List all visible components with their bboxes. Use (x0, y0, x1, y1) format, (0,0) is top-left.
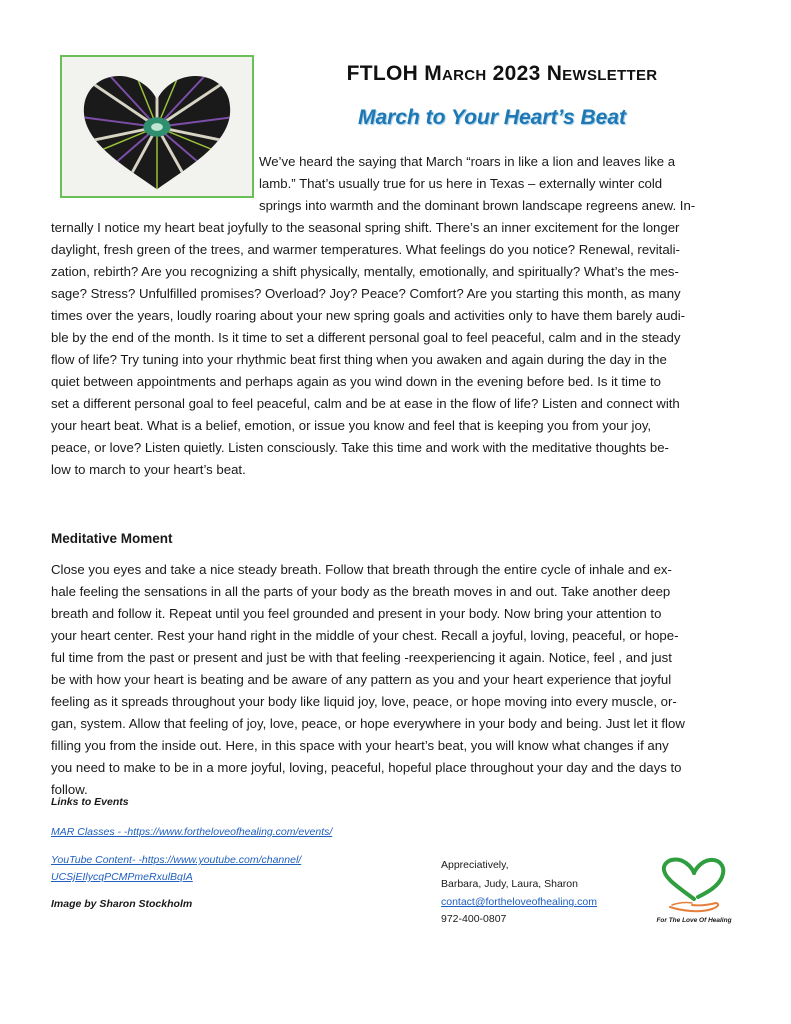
intro-line: set a different personal goal to feel peaceful, calm and be at ease in the flow of life? Listen and connect with (51, 396, 680, 411)
ftloh-logo (648, 855, 740, 931)
youtube-link-continued[interactable]: UCSjEIlycqPCMPmeRxulBqIA (51, 871, 193, 883)
meditation-line: hale feeling the sensations in all the parts of your body as the breath moves in and out. Take another deep (51, 584, 671, 599)
meditation-line: feeling as it spreads throughout your body like liquid joy, love, peace, or hope moving into every muscle, or- (51, 694, 677, 709)
signoff-closing: Appreciatively, (441, 859, 509, 871)
youtube-link[interactable]: YouTube Content- -https://www.youtube.com/channel/ (51, 854, 302, 866)
image-credit: Image by Sharon Stockholm (51, 898, 193, 910)
heart-hand-logo-icon (648, 855, 740, 919)
intro-line: sage? Stress? Unfulfilled promises? Overload? Joy? Peace? Comfort? Are you starting this month, as many (51, 286, 681, 301)
intro-line: We’ve heard the saying that March “roars in like a lion and leaves like a (259, 154, 676, 169)
intro-line: lamb.” That’s usually true for us here in Texas – externally winter cold (259, 176, 663, 191)
meditation-line: gan, system. Allow that feeling of joy, love, peace, or hope everywhere in your body and being. Just let it flow (51, 716, 685, 731)
meditation-line: be with how your heart is beating and be aware of any pattern as you and your heart experience that joyful (51, 672, 672, 687)
intro-line: zation, rebirth? Are you recognizing a shift physically, mentally, emotionally, and spiritually? What’s the mes- (51, 264, 679, 279)
meditation-paragraph (51, 559, 751, 801)
contact-email-link[interactable]: contact@fortheloveofhealing.com (441, 896, 597, 908)
meditation-line: filling you from the inside out. Here, in this space with your heart’s beat, you will know what changes if any (51, 738, 669, 753)
signoff-names: Barbara, Judy, Laura, Sharon (441, 878, 578, 890)
meditation-line: you need to make to be in a more joyful, loving, peaceful, hopeful place throughout your day and the days to (51, 760, 682, 775)
links-heading: Links to Events (51, 796, 129, 808)
heart-artwork (62, 57, 252, 196)
contact-phone: 972-400-0807 (441, 913, 507, 925)
meditation-line: ful time from the past or present and just be with that feeling -reexperiencing it again. Notice, feel , and just (51, 650, 672, 665)
classes-link[interactable]: MAR Classes - -https://www.fortheloveofhealing.com/events/ (51, 826, 333, 838)
intro-line: daylight, fresh green of the trees, and warmer temperatures. What feelings do you notice? Renewal, revitali- (51, 242, 680, 257)
intro-line: peace, or love? Listen quietly. Listen consciously. Take this time and work with the meditative thoughts be- (51, 440, 669, 455)
meditation-line: your heart center. Rest your hand right in the middle of your chest. Recall a joyful, loving, peaceful, or hope- (51, 628, 679, 643)
newsletter-title: FTLOH March 2023 Newsletter (346, 62, 658, 85)
intro-line: ble by the end of the month. Is it time to set a different personal goal to feel peaceful, calm and in the steady (51, 330, 681, 345)
logo-caption: For The Love Of Healing (656, 917, 732, 924)
heart-zentangle-image (60, 55, 254, 198)
intro-line: ternally I notice my heart beat joyfully to the seasonal spring shift. There’s an inner excitement for the longer (51, 220, 680, 235)
intro-paragraph-full (51, 217, 751, 481)
intro-paragraph-wrapped (259, 151, 739, 217)
meditation-line: breath and follow it. Repeat until you feel grounded and present in your body. Now bring your attention to (51, 606, 662, 621)
intro-line: low to march to your heart’s beat. (51, 462, 246, 477)
article-subtitle: March to Your Heart’s Beat (357, 106, 627, 129)
meditation-line: Close you eyes and take a nice steady breath. Follow that breath through the entire cycle of inhale and ex- (51, 562, 672, 577)
meditation-heading: Meditative Moment (51, 531, 173, 546)
intro-line: your heart beat. What is a belief, emotion, or issue you know and feel that is keeping you from your joy, (51, 418, 652, 433)
intro-line: quiet between appointments and perhaps again as you wind down in the evening before bed. Is it time to (51, 374, 661, 389)
intro-line: springs into warmth and the dominant brown landscape regreens anew. In- (259, 198, 696, 213)
meditation-line: follow. (51, 782, 88, 797)
intro-line: flow of life? Try tuning into your rhythmic beat first thing when you awaken and again during the day in the (51, 352, 667, 367)
intro-line: times over the years, loudly roaring about your new spring goals and activities only to have them barely audi- (51, 308, 686, 323)
